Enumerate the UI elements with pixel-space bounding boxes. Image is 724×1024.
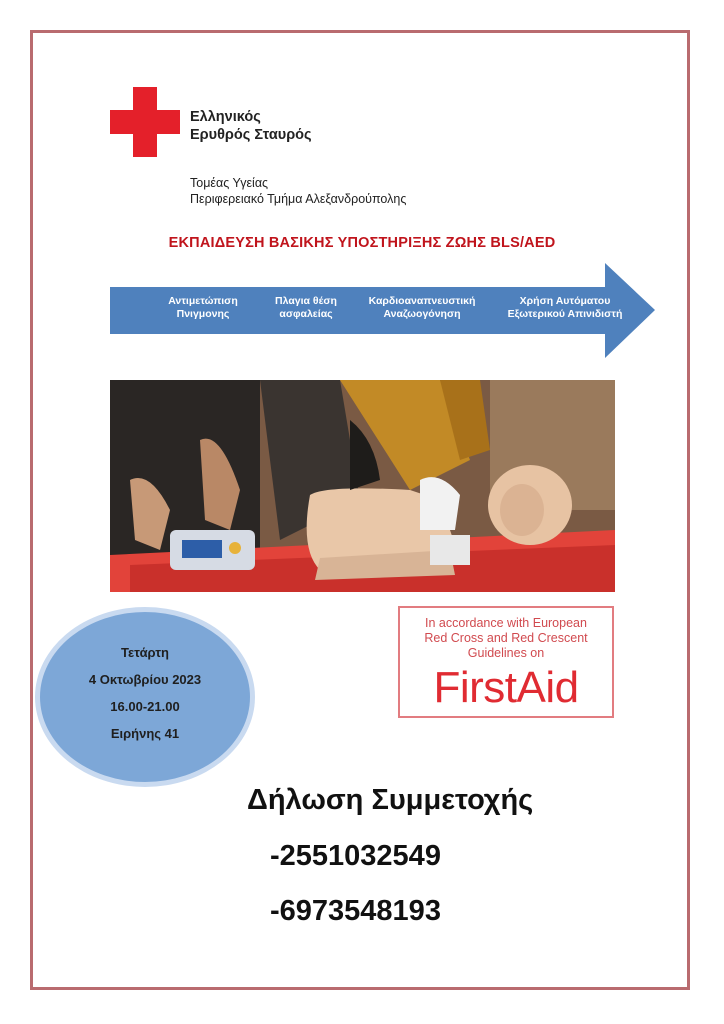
organization-name-line2: Ερυθρός Σταυρός bbox=[190, 127, 312, 143]
course-title: ΕΚΠΑΙΔΕΥΣΗ ΒΑΣΙΚΗΣ ΥΠΟΣΤΗΡΙΞΗΣ ΖΩΗΣ BLS/AED bbox=[168, 235, 556, 251]
topic-item: Καρδιοαναπνευστική Αναζωογόνηση bbox=[368, 295, 476, 320]
first-aid-guidelines-badge bbox=[398, 606, 614, 718]
event-time: 16.00-21.00 bbox=[110, 699, 180, 714]
event-date: 4 Οκτωβρίου 2023 bbox=[88, 672, 202, 687]
topic-item: Πλαγια θέση ασφαλείας bbox=[275, 295, 337, 320]
event-day: Τετάρτη bbox=[120, 645, 169, 660]
department bbox=[190, 175, 406, 207]
topic-item: Χρήση Αυτόματου Εξωτερικού Απινιδιστή bbox=[507, 295, 623, 320]
event-address: Ειρήνης 41 bbox=[110, 726, 180, 741]
badge-line1: In accordance with European bbox=[425, 616, 587, 630]
cpr-training-photo bbox=[110, 380, 615, 592]
phone-number: -6973548193 bbox=[270, 895, 441, 927]
badge-first-aid-wordmark: FirstAid bbox=[433, 663, 579, 712]
department-line2: Περιφερειακό Τμήμα Αλεξανδρούπολης bbox=[190, 192, 407, 206]
organization-name-line1: Ελληνικός bbox=[190, 109, 261, 125]
topic-item: Αντιμετώπιση Πνιγμονης bbox=[168, 295, 238, 320]
organization-name bbox=[190, 108, 312, 144]
badge-line2: Red Cross and Red Crescent bbox=[424, 631, 588, 645]
red-cross-logo-icon bbox=[110, 87, 180, 157]
signup-label: Δήλωση Συμμετοχής bbox=[247, 784, 534, 816]
badge-line3: Guidelines on bbox=[467, 646, 545, 660]
department-line1: Τομέας Υγείας bbox=[190, 176, 269, 190]
event-details bbox=[40, 612, 250, 782]
phone-number: -2551032549 bbox=[270, 840, 441, 872]
